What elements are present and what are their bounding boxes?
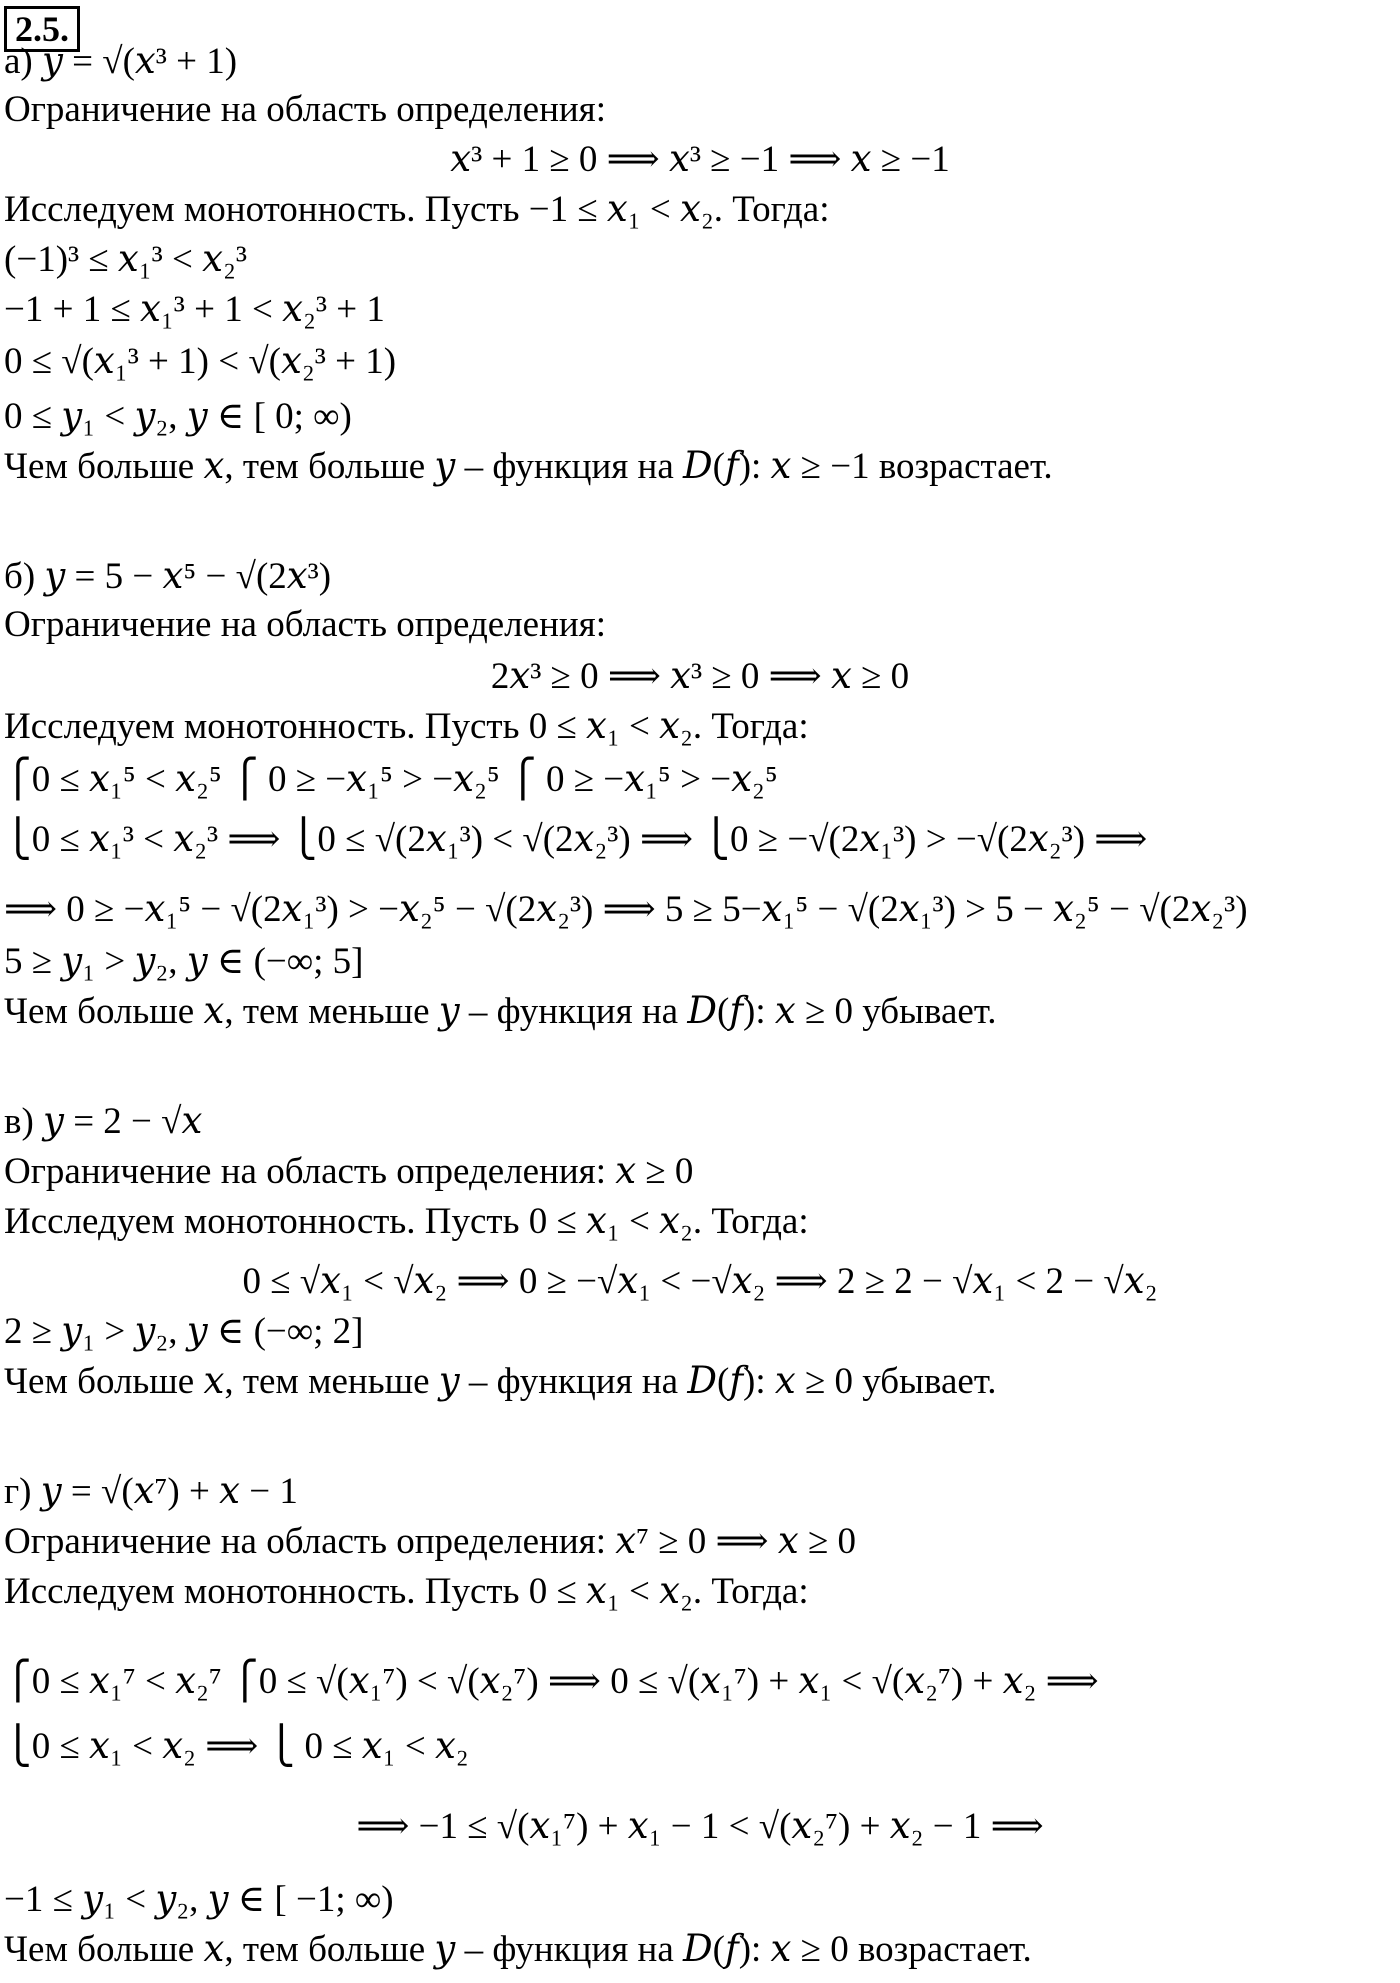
line-d-monot: Исследуем монотонность. Пусть 0 ≤ 𝑥₁ < 𝑥₂. Тогда:: [4, 1571, 809, 1612]
line-a-s3: 0 ≤ √(𝑥₁³ + 1) < √(𝑥₂³ + 1): [4, 341, 397, 382]
line-a-s2: −1 + 1 ≤ 𝑥₁³ + 1 < 𝑥₂³ + 1: [4, 289, 385, 330]
line-d-title: г) 𝑦 = √(𝑥⁷) + 𝑥 − 1: [4, 1471, 298, 1512]
line-d-sys-1: ⎧0 ≤ 𝑥₁⁷ < 𝑥₂⁷ ⎧0 ≤ √(𝑥₁⁷) < √(𝑥₂⁷) ⟹ 0 ≤ √(𝑥₁⁷) + 𝑥₁ < √(𝑥₂⁷) + 𝑥₂ ⟹: [4, 1661, 1099, 1702]
line-c-monot: Исследуем монотонность. Пусть 0 ≤ 𝑥₁ < 𝑥₂. Тогда:: [4, 1201, 809, 1242]
line-b-title: б) 𝑦 = 5 − 𝑥⁵ − √(2𝑥³): [4, 556, 332, 597]
line-c-s2: 2 ≥ 𝑦₁ > 𝑦₂, 𝑦 ∈ (−∞; 2]: [4, 1311, 364, 1352]
line-d-s3: −1 ≤ 𝑦₁ < 𝑦₂, 𝑦 ∈ [ −1; ∞): [4, 1879, 394, 1920]
line-b-monot: Исследуем монотонность. Пусть 0 ≤ 𝑥₁ < 𝑥₂. Тогда:: [4, 706, 809, 747]
line-d-concl: Чем больше 𝑥, тем больше 𝑦 – функция на 𝐷(𝑓): 𝑥 ≥ 0 возрастает.: [4, 1929, 1032, 1970]
line-b-concl: Чем больше 𝑥, тем меньше 𝑦 – функция на 𝐷(𝑓): 𝑥 ≥ 0 убывает.: [4, 991, 997, 1032]
line-b-domain: 2𝑥³ ≥ 0 ⟹ 𝑥³ ≥ 0 ⟹ 𝑥 ≥ 0: [490, 656, 910, 697]
line-a-s1: (−1)³ ≤ 𝑥₁³ < 𝑥₂³: [4, 239, 247, 280]
line-a-title: а) 𝑦 = √(𝑥³ + 1): [4, 41, 238, 82]
line-c-s1: 0 ≤ √𝑥₁ < √𝑥₂ ⟹ 0 ≥ −√𝑥₁ < −√𝑥₂ ⟹ 2 ≥ 2 − √𝑥₁ < 2 − √𝑥₂: [242, 1261, 1158, 1302]
line-b-domain-label: Ограничение на область определения:: [4, 604, 606, 645]
line-d-sys-2: ⎩0 ≤ 𝑥₁ < 𝑥₂ ⟹ ⎩ 0 ≤ 𝑥₁ < 𝑥₂: [4, 1726, 469, 1767]
line-b-sys-2: ⎩0 ≤ 𝑥₁³ < 𝑥₂³ ⟹ ⎩0 ≤ √(2𝑥₁³) < √(2𝑥₂³) ⟹ ⎩0 ≥ −√(2𝑥₁³) > −√(2𝑥₂³) ⟹: [4, 819, 1148, 860]
line-a-s4: 0 ≤ 𝑦₁ < 𝑦₂, 𝑦 ∈ [ 0; ∞): [4, 396, 352, 437]
line-a-concl: Чем больше 𝑥, тем больше 𝑦 – функция на 𝐷(𝑓): 𝑥 ≥ −1 возрастает.: [4, 446, 1053, 487]
line-d-s2: ⟹ −1 ≤ √(𝑥₁⁷) + 𝑥₁ − 1 < √(𝑥₂⁷) + 𝑥₂ − 1 ⟹: [356, 1806, 1044, 1847]
line-c-concl: Чем больше 𝑥, тем меньше 𝑦 – функция на 𝐷(𝑓): 𝑥 ≥ 0 убывает.: [4, 1361, 997, 1402]
line-a-domain: 𝑥³ + 1 ≥ 0 ⟹ 𝑥³ ≥ −1 ⟹ 𝑥 ≥ −1: [450, 139, 950, 180]
line-c-title: в) 𝑦 = 2 − √𝑥: [4, 1101, 203, 1142]
line-b-sys-1: ⎧0 ≤ 𝑥₁⁵ < 𝑥₂⁵ ⎧ 0 ≥ −𝑥₁⁵ > −𝑥₂⁵ ⎧ 0 ≥ −𝑥₁⁵ > −𝑥₂⁵: [4, 759, 778, 800]
line-a-domain-label: Ограничение на область определения:: [4, 89, 606, 130]
line-a-monot: Исследуем монотонность. Пусть −1 ≤ 𝑥₁ < 𝑥₂. Тогда:: [4, 189, 830, 230]
line-d-domain: Ограничение на область определения: 𝑥⁷ ≥ 0 ⟹ 𝑥 ≥ 0: [4, 1521, 857, 1562]
problem-number: 2.5.: [4, 6, 80, 52]
line-b-s3: 5 ≥ 𝑦₁ > 𝑦₂, 𝑦 ∈ (−∞; 5]: [4, 941, 364, 982]
line-b-s2: ⟹ 0 ≥ −𝑥₁⁵ − √(2𝑥₁³) > −𝑥₂⁵ − √(2𝑥₂³) ⟹ 5 ≥ 5−𝑥₁⁵ − √(2𝑥₁³) > 5 − 𝑥₂⁵ − √(2𝑥₂³): [4, 889, 1248, 930]
line-c-domain: Ограничение на область определения: 𝑥 ≥ 0: [4, 1151, 694, 1192]
